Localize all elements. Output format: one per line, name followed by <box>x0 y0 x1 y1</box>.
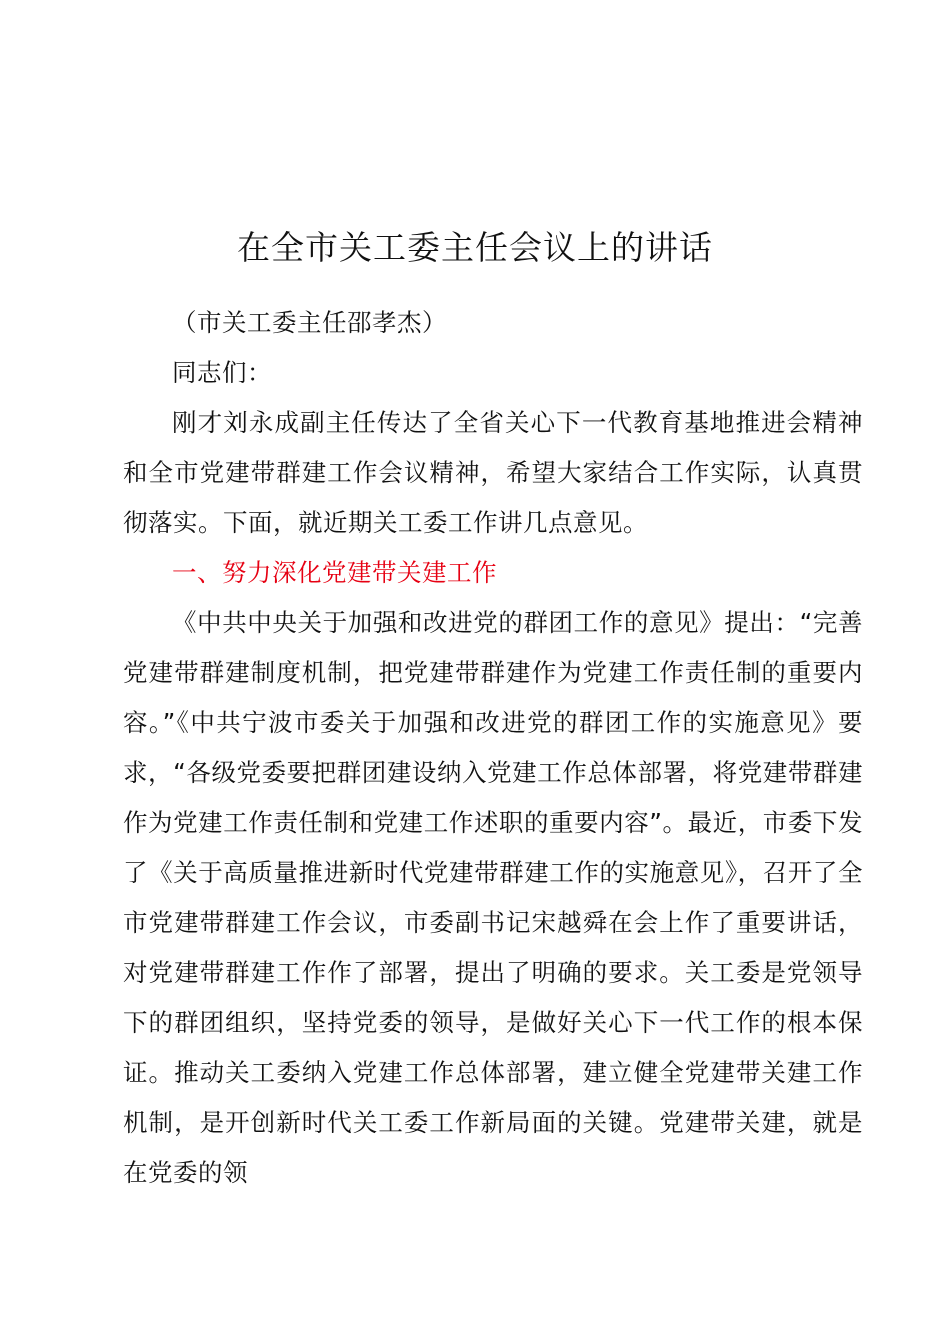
salutation: 同志们： <box>172 358 272 387</box>
document-body <box>123 298 863 1198</box>
section-paragraph: 《中共中央关于加强和改进党的群团工作的意见》提出：“完善党建带群建制度机制，把党建带群建作为党建工作责任制的重要内容。”《中共宁波市委关于加强和改进党的群团工作的实施意见》要求，“各级党委要把群团建设纳入党建工作总体部署，将党建带群建作为党建工作责任制和党建工作述职的重要内容”。最近，市委下发了《关于高质量推进新时代党建带群建工作的实施意见》，召开了全市党建带群建工作会议，市委副书记宋越舜在会上作了重要讲话，对党建带群建工作作了部署，提出了明确的要求。关工委是党领导下的群团组织，坚持党委的领导，是做好关心下一代工作的根本保证。推动关工委纳入党建工作总体部署，建立健全党建带关建工作机制，是开创新时代关工委工作新局面的关键。党建带关建，就是在党委的领 <box>123 608 863 1187</box>
section-heading: 一、努力深化党建带关建工作 <box>172 558 497 587</box>
speaker-line: （市关工委主任邵孝杰） <box>172 308 447 337</box>
intro-paragraph: 刚才刘永成副主任传达了全省关心下一代教育基地推进会精神和全市党建带群建工作会议精神，希望大家结合工作实际，认真贯彻落实。下面，就近期关工委工作讲几点意见。 <box>123 408 863 537</box>
document-title: 在全市关工委主任会议上的讲话 <box>237 228 713 267</box>
